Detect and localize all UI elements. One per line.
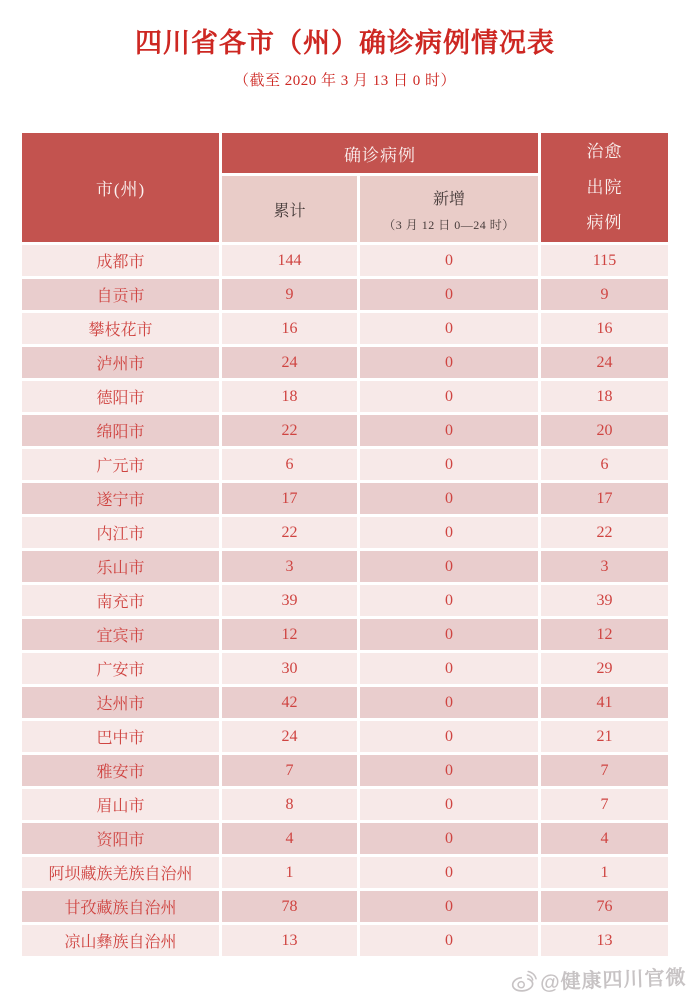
table-row (22, 279, 668, 310)
city-cell: 凉山彝族自治州 (22, 925, 219, 956)
city-cell: 遂宁市 (22, 483, 219, 514)
city-cell: 德阳市 (22, 381, 219, 412)
city-cell: 广安市 (22, 653, 219, 684)
new-cell: 0 (360, 279, 538, 310)
cured-cell: 6 (541, 449, 668, 480)
cured-cell: 12 (541, 619, 668, 650)
new-cell: 0 (360, 517, 538, 548)
table-row (22, 415, 668, 446)
column-header-cumulative: 累计 (222, 176, 357, 242)
cumulative-cell: 4 (222, 823, 357, 854)
table-body (22, 245, 668, 956)
city-cell: 眉山市 (22, 789, 219, 820)
cumulative-cell: 12 (222, 619, 357, 650)
page-title: 四川省各市（州）确诊病例情况表 (135, 28, 555, 58)
cured-cell: 7 (541, 789, 668, 820)
cured-cell: 22 (541, 517, 668, 548)
city-cell: 甘孜藏族自治州 (22, 891, 219, 922)
table-row (22, 721, 668, 752)
cured-cell: 20 (541, 415, 668, 446)
column-header-confirmed-group: 确诊病例 (222, 133, 538, 173)
new-cell: 0 (360, 551, 538, 582)
table-row (22, 483, 668, 514)
cured-cell: 7 (541, 755, 668, 786)
new-cell: 0 (360, 245, 538, 276)
new-cell: 0 (360, 313, 538, 344)
city-cell: 攀枝花市 (22, 313, 219, 344)
table-row (22, 891, 668, 922)
cured-cell: 21 (541, 721, 668, 752)
cured-cell: 1 (541, 857, 668, 888)
cured-cell: 41 (541, 687, 668, 718)
cured-cell: 16 (541, 313, 668, 344)
new-cell: 0 (360, 721, 538, 752)
new-cell: 0 (360, 381, 538, 412)
cured-cell: 17 (541, 483, 668, 514)
cumulative-cell: 144 (222, 245, 357, 276)
new-cell: 0 (360, 415, 538, 446)
table-header (22, 133, 668, 242)
cumulative-cell: 7 (222, 755, 357, 786)
cumulative-cell: 13 (222, 925, 357, 956)
table-row (22, 347, 668, 378)
new-cell: 0 (360, 483, 538, 514)
cured-cell: 13 (541, 925, 668, 956)
watermark-text: @健康四川官微 (540, 966, 688, 995)
new-cell: 0 (360, 585, 538, 616)
cured-cell: 76 (541, 891, 668, 922)
cumulative-cell: 16 (222, 313, 357, 344)
cumulative-cell: 17 (222, 483, 357, 514)
new-cell: 0 (360, 687, 538, 718)
table-row (22, 517, 668, 548)
cumulative-cell: 9 (222, 279, 357, 310)
table-row (22, 449, 668, 480)
table-row (22, 687, 668, 718)
city-cell: 自贡市 (22, 279, 219, 310)
cumulative-cell: 22 (222, 415, 357, 446)
city-cell: 资阳市 (22, 823, 219, 854)
city-cell: 成都市 (22, 245, 219, 276)
table-row (22, 313, 668, 344)
city-cell: 南充市 (22, 585, 219, 616)
table-row (22, 619, 668, 650)
table-row (22, 381, 668, 412)
new-cell: 0 (360, 619, 538, 650)
table-row (22, 857, 668, 888)
city-cell: 内江市 (22, 517, 219, 548)
table-row (22, 653, 668, 684)
new-cell: 0 (360, 347, 538, 378)
cured-header-line: 病例 (586, 213, 623, 233)
city-cell: 宜宾市 (22, 619, 219, 650)
cured-cell: 9 (541, 279, 668, 310)
city-cell: 达州市 (22, 687, 219, 718)
cumulative-cell: 6 (222, 449, 357, 480)
table-row (22, 245, 668, 276)
cumulative-cell: 3 (222, 551, 357, 582)
cured-cell: 115 (541, 245, 668, 276)
cured-cell: 39 (541, 585, 668, 616)
page-subtitle: （截至 2020 年 3 月 13 日 0 时） (233, 73, 456, 89)
table-row (22, 925, 668, 956)
new-header-period: （3 月 12 日 0—24 时） (383, 217, 515, 232)
cumulative-cell: 78 (222, 891, 357, 922)
watermark (511, 961, 687, 996)
new-cell: 0 (360, 653, 538, 684)
table-row (22, 755, 668, 786)
city-cell: 巴中市 (22, 721, 219, 752)
cured-cell: 29 (541, 653, 668, 684)
city-cell: 绵阳市 (22, 415, 219, 446)
new-header-label: 新增 (432, 190, 465, 208)
new-cell: 0 (360, 823, 538, 854)
cumulative-cell: 30 (222, 653, 357, 684)
cumulative-cell: 8 (222, 789, 357, 820)
city-cell: 乐山市 (22, 551, 219, 582)
new-cell: 0 (360, 789, 538, 820)
cumulative-cell: 22 (222, 517, 357, 548)
cured-header-line: 治愈 (586, 141, 623, 161)
new-cell: 0 (360, 857, 538, 888)
column-header-city: 市(州) (22, 133, 219, 242)
cumulative-cell: 24 (222, 347, 357, 378)
column-header-cured (541, 133, 668, 242)
table-row (22, 551, 668, 582)
cured-cell: 4 (541, 823, 668, 854)
cured-cell: 3 (541, 551, 668, 582)
weibo-icon (511, 970, 538, 993)
cured-header-line: 出院 (586, 177, 623, 197)
cases-table (19, 130, 671, 959)
new-cell: 0 (360, 925, 538, 956)
cumulative-cell: 24 (222, 721, 357, 752)
new-cell: 0 (360, 449, 538, 480)
column-header-new (360, 176, 538, 242)
table-row (22, 789, 668, 820)
table-row (22, 585, 668, 616)
cumulative-cell: 42 (222, 687, 357, 718)
cured-cell: 18 (541, 381, 668, 412)
new-cell: 0 (360, 891, 538, 922)
cumulative-cell: 39 (222, 585, 357, 616)
cumulative-cell: 1 (222, 857, 357, 888)
city-cell: 阿坝藏族羌族自治州 (22, 857, 219, 888)
city-cell: 泸州市 (22, 347, 219, 378)
cumulative-cell: 18 (222, 381, 357, 412)
cured-cell: 24 (541, 347, 668, 378)
city-cell: 广元市 (22, 449, 219, 480)
city-cell: 雅安市 (22, 755, 219, 786)
table-row (22, 823, 668, 854)
new-cell: 0 (360, 755, 538, 786)
